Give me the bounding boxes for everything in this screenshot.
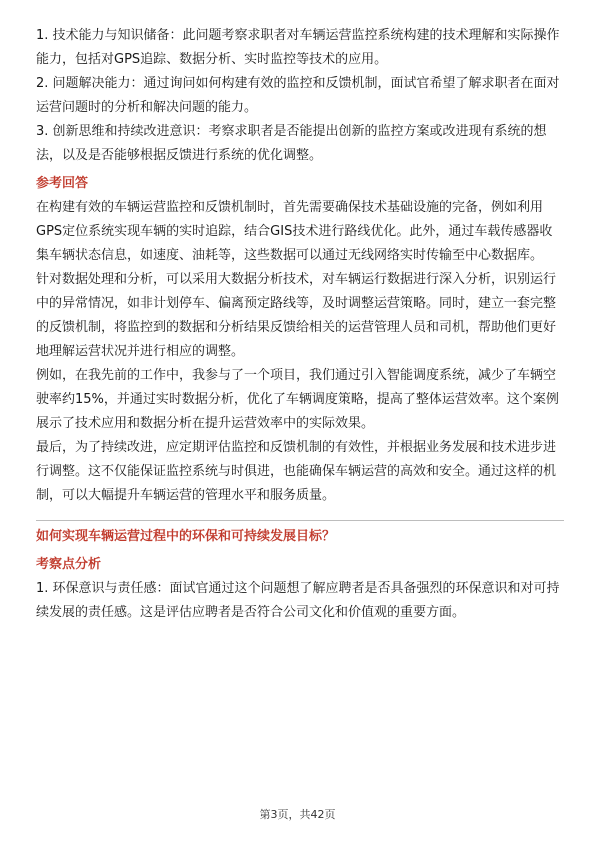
answer-heading: 参考回答 <box>36 176 89 191</box>
page-footer: 第3页，共42页 <box>259 808 336 821</box>
analysis-item: 1. 技术能力与知识储备：此问题考察求职者对车辆运营监控系统构建的技术理解和实际操作能力，包括对GPS追踪、数据分析、实时监控等技术的应用。 <box>36 28 560 67</box>
answer-paragraph: 例如，在我先前的工作中，我参与了一个项目，我们通过引入智能调度系统，减少了车辆空驶率约15%，并通过实时数据分析，优化了车辆调度策略，提高了整体运营效率。这个案例展示了技术应用和数据分析在提升运营效率中的实际效果。 <box>36 368 559 431</box>
document-page <box>36 24 564 625</box>
analysis-item: 3. 创新思维和持续改进意识：考察求职者是否能提出创新的监控方案或改进现有系统的想法，以及是否能够根据反馈进行系统的优化调整。 <box>36 124 547 163</box>
analysis-heading: 考察点分析 <box>36 557 102 572</box>
section-divider <box>36 520 564 521</box>
question-title: 如何实现车辆运营过程中的环保和可持续发展目标？ <box>36 529 336 544</box>
answer-paragraph: 最后，为了持续改进，应定期评估监控和反馈机制的有效性，并根据业务发展和技术进步进行调整。这不仅能保证监控系统与时俱进，也能确保车辆运营的高效和安全。通过这样的机制，可以大幅提升车辆运营的管理水平和服务质量。 <box>36 440 557 503</box>
answer-paragraph: 在构建有效的车辆运营监控和反馈机制时，首先需要确保技术基础设施的完备，例如利用GPS定位系统实现车辆的实时追踪，结合GIS技术进行路线优化。此外，通过车载传感器收集车辆状态信息，如速度、油耗等，这些数据可以通过无线网络实时传输至中心数据库。 <box>36 200 553 263</box>
answer-paragraph: 针对数据处理和分析，可以采用大数据分析技术，对车辆运行数据进行深入分析，识别运行中的异常情况，如非计划停车、偏离预定路线等，及时调整运营策略。同时，建立一套完整的反馈机制，将监控到的数据和分析结果反馈给相关的运营管理人员和司机，帮助他们更好地理解运营状况并进行相应的调整。 <box>36 272 557 359</box>
analysis-item: 1. 环保意识与责任感：面试官通过这个问题想了解应聘者是否具备强烈的环保意识和对可持续发展的责任感。这是评估应聘者是否符合公司文化和价值观的重要方面。 <box>36 581 560 620</box>
analysis-item: 2. 问题解决能力：通过询问如何构建有效的监控和反馈机制，面试官希望了解求职者在面对运营问题时的分析和解决问题的能力。 <box>36 76 560 115</box>
